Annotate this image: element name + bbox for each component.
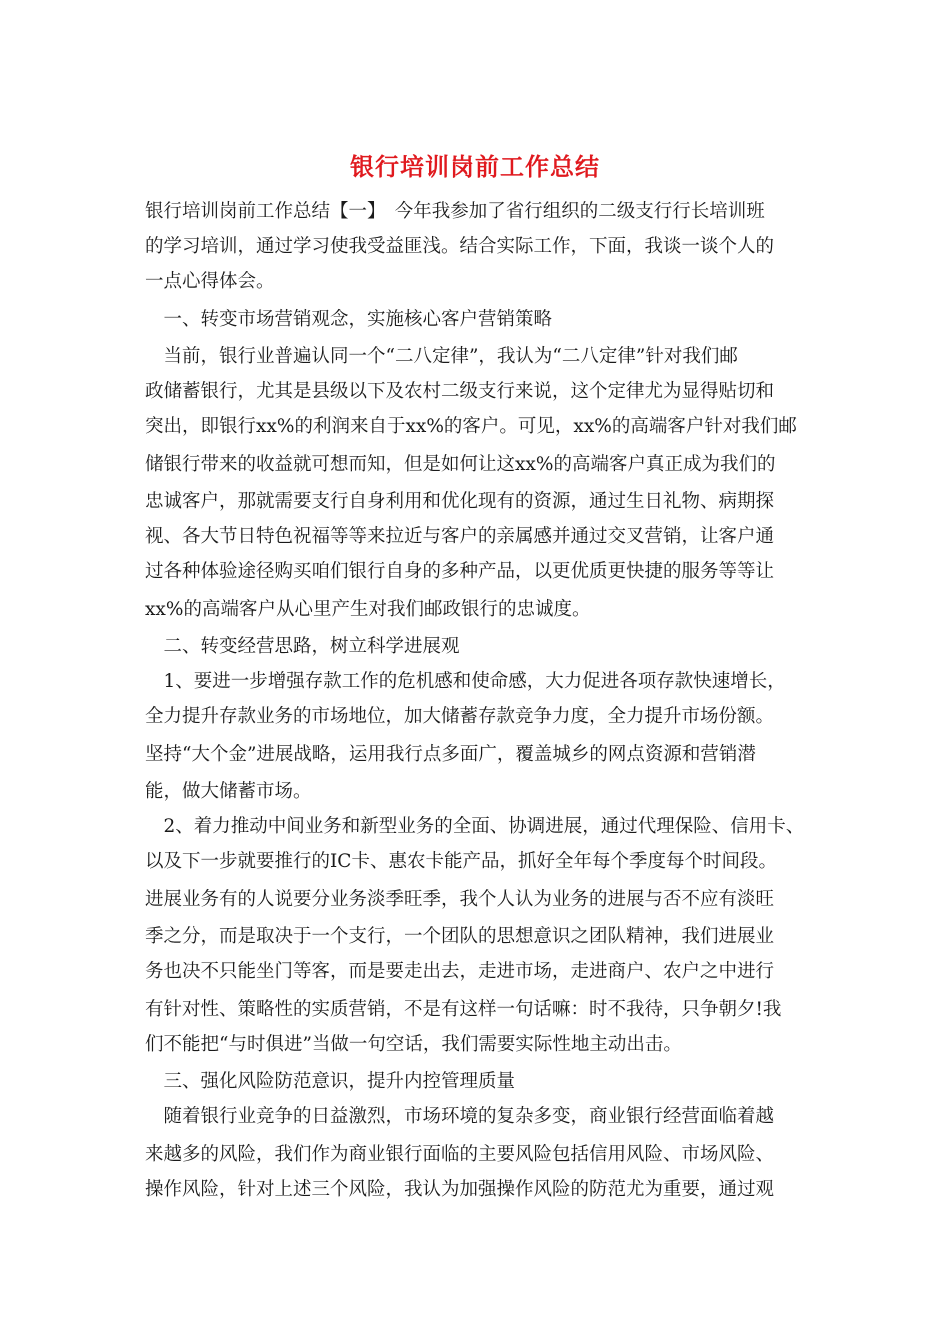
text-line: 银行培训岗前工作总结【一】 今年我参加了省行组织的二级支行行长培训班 — [145, 201, 765, 222]
text-line: 三、强化风险防范意识，提升内控管理质量 — [145, 1071, 516, 1092]
text-line: 坚持“大个金”进展战略，运用我行点多面广，覆盖城乡的网点资源和营销潜 — [145, 744, 756, 765]
text-line: 一点心得体会。 — [145, 271, 275, 292]
text-line: 当前，银行业普遍认同一个“二八定律”，我认为“二八定律”针对我们邮 — [145, 346, 738, 367]
text-line: 政储蓄银行，尤其是县级以下及农村二级支行来说，这个定律尤为显得贴切和 — [145, 381, 775, 402]
text-line: 们不能把“与时俱进”当做一句空话，我们需要实际性地主动出击。 — [145, 1034, 682, 1055]
text-line: 来越多的风险，我们作为商业银行面临的主要风险包括信用风险、市场风险、 — [145, 1144, 775, 1165]
text-line: 突出，即银行xx%的利润来自于xx%的客户。可见，xx%的高端客户针对我们邮 — [145, 416, 797, 437]
text-line: 忠诚客户，那就需要支行自身利用和优化现有的资源，通过生日礼物、病期探 — [145, 491, 775, 512]
text-line: 全力提升存款业务的市场地位，加大储蓄存款竞争力度，全力提升市场份额。 — [145, 706, 775, 727]
text-line: 二、转变经营思路，树立科学进展观 — [145, 636, 460, 657]
text-line: 务也决不只能坐门等客，而是要走出去，走进市场，走进商户、农户之中进行 — [145, 961, 775, 982]
text-line: 的学习培训，通过学习使我受益匪浅。结合实际工作，下面，我谈一谈个人的 — [145, 236, 775, 257]
text-line: 以及下一步就要推行的IC卡、惠农卡能产品，抓好全年每个季度每个时间段。 — [145, 851, 777, 872]
text-line: 1、要进一步增强存款工作的危机感和使命感，大力促进各项存款快速增长， — [145, 671, 786, 692]
text-line: xx%的高端客户从心里产生对我们邮政银行的忠诚度。 — [145, 599, 591, 620]
text-line: 操作风险，针对上述三个风险，我认为加强操作风险的防范尤为重要，通过观 — [145, 1179, 775, 1200]
text-line: 进展业务有的人说要分业务淡季旺季，我个人认为业务的进展与否不应有淡旺 — [145, 889, 775, 910]
text-line: 储银行带来的收益就可想而知，但是如何让这xx%的高端客户真正成为我们的 — [145, 454, 776, 475]
text-line: 季之分，而是取决于一个支行，一个团队的思想意识之团队精神，我们进展业 — [145, 926, 775, 947]
text-line: 能，做大储蓄市场。 — [145, 781, 312, 802]
text-line: 2、着力推动中间业务和新型业务的全面、协调进展，通过代理保险、信用卡、 — [145, 816, 805, 837]
text-line: 一、转变市场营销观念，实施核心客户营销策略 — [145, 309, 553, 330]
text-line: 随着银行业竞争的日益激烈，市场环境的复杂多变，商业银行经营面临着越 — [145, 1106, 775, 1127]
text-line: 视、各大节日特色祝福等等来拉近与客户的亲属感并通过交叉营销，让客户通 — [145, 526, 775, 547]
text-line: 有针对性、策略性的实质营销，不是有这样一句话嘛：时不我待，只争朝夕!我 — [145, 999, 782, 1020]
document-title: 银行培训岗前工作总结 — [350, 152, 600, 181]
text-line: 过各种体验途径购买咱们银行自身的多种产品，以更优质更快捷的服务等等让 — [145, 561, 775, 582]
